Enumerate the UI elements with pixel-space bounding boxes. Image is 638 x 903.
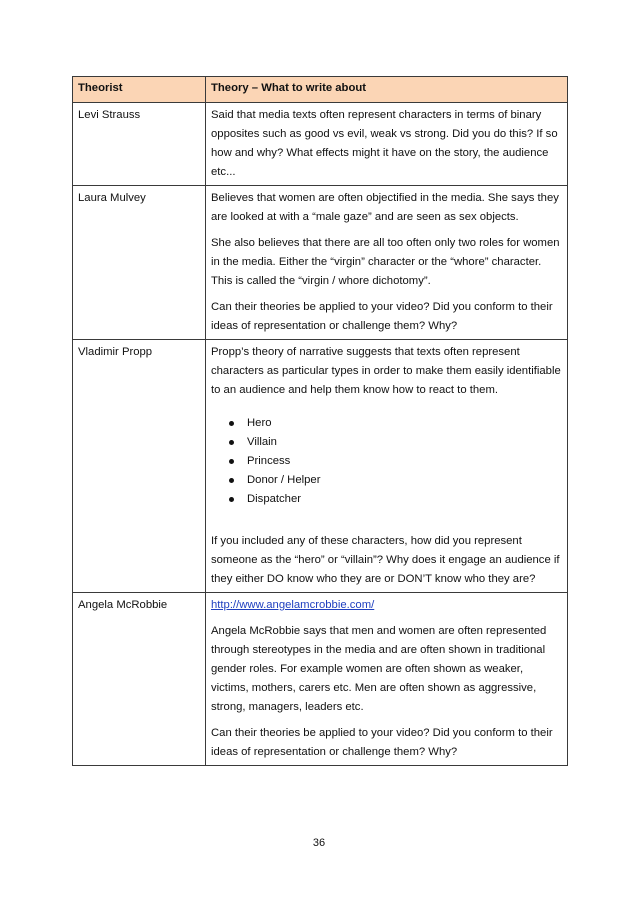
bullet-icon: [229, 440, 234, 445]
table-row: [73, 103, 568, 186]
theorist-name: Angela McRobbie: [73, 593, 206, 766]
theory-paragraph: Believes that women are often objectified in the media. She says they are looked at with a “male gaze” and are seen as sex objects.: [211, 192, 559, 223]
bullet-icon: [229, 497, 234, 502]
list-item-label: Hero: [247, 417, 272, 429]
theory-paragraph: Propp’s theory of narrative suggests that texts often represent characters as particular types in order to make them easily identifiable to an audience and help them know how to react to them.: [211, 346, 561, 396]
page-number: 36: [312, 837, 326, 849]
link-paragraph: [211, 596, 561, 615]
character-type-list: [211, 414, 561, 509]
theorist-table: [72, 76, 568, 766]
list-item: [229, 452, 561, 471]
list-item: [229, 490, 561, 509]
bullet-icon: [229, 421, 234, 426]
theorist-name: Levi Strauss: [73, 103, 206, 186]
theory-paragraph: If you included any of these characters, how did you represent someone as the “hero” or “villain”? Why does it engage an audience if they either DO know who they are or DON’T know who they are?: [211, 535, 560, 585]
list-item-label: Donor / Helper: [247, 474, 321, 486]
theorist-name: Vladimir Propp: [73, 340, 206, 593]
theory-paragraph: Can their theories be applied to your video? Did you conform to their ideas of representation or challenge them? Why?: [211, 727, 553, 758]
table-header-row: [73, 77, 568, 103]
theorist-name: Laura Mulvey: [73, 186, 206, 340]
theory-paragraph: She also believes that there are all too often only two roles for women in the media. Either the “virgin” character or the “whore” character. This is called the “virgin / whore dichotomy”.: [211, 237, 560, 287]
table-row: [73, 186, 568, 340]
list-item: [229, 414, 561, 433]
theory-paragraph: Can their theories be applied to your video? Did you conform to their ideas of representation or challenge them? Why?: [211, 301, 553, 332]
list-item-label: Villain: [247, 436, 277, 448]
table-row: [73, 593, 568, 766]
header-theory: Theory – What to write about: [206, 77, 568, 103]
theory-cell: [206, 340, 568, 593]
theory-cell: [206, 186, 568, 340]
bullet-icon: [229, 478, 234, 483]
theory-paragraph: Said that media texts often represent characters in terms of binary opposites such as good vs evil, weak vs strong. Did you do this? If so how and why? What effects might it have on the story, the audience etc...: [211, 109, 558, 178]
list-item-label: Dispatcher: [247, 493, 301, 505]
bullet-icon: [229, 459, 234, 464]
list-item: [229, 471, 561, 490]
list-item: [229, 433, 561, 452]
theory-cell: [206, 593, 568, 766]
header-theorist: Theorist: [73, 77, 206, 103]
table-row: [73, 340, 568, 593]
theory-paragraph: Angela McRobbie says that men and women are often represented through stereotypes in the media and are often shown in traditional gender roles. For example women are often shown as weaker, victims, mothers, carers etc. Men are often shown as aggressive, strong, managers, leaders etc.: [211, 625, 547, 713]
theory-cell: [206, 103, 568, 186]
list-item-label: Princess: [247, 455, 291, 467]
mcrobbie-website-link[interactable]: http://www.angelamcrobbie.com/: [211, 599, 375, 611]
